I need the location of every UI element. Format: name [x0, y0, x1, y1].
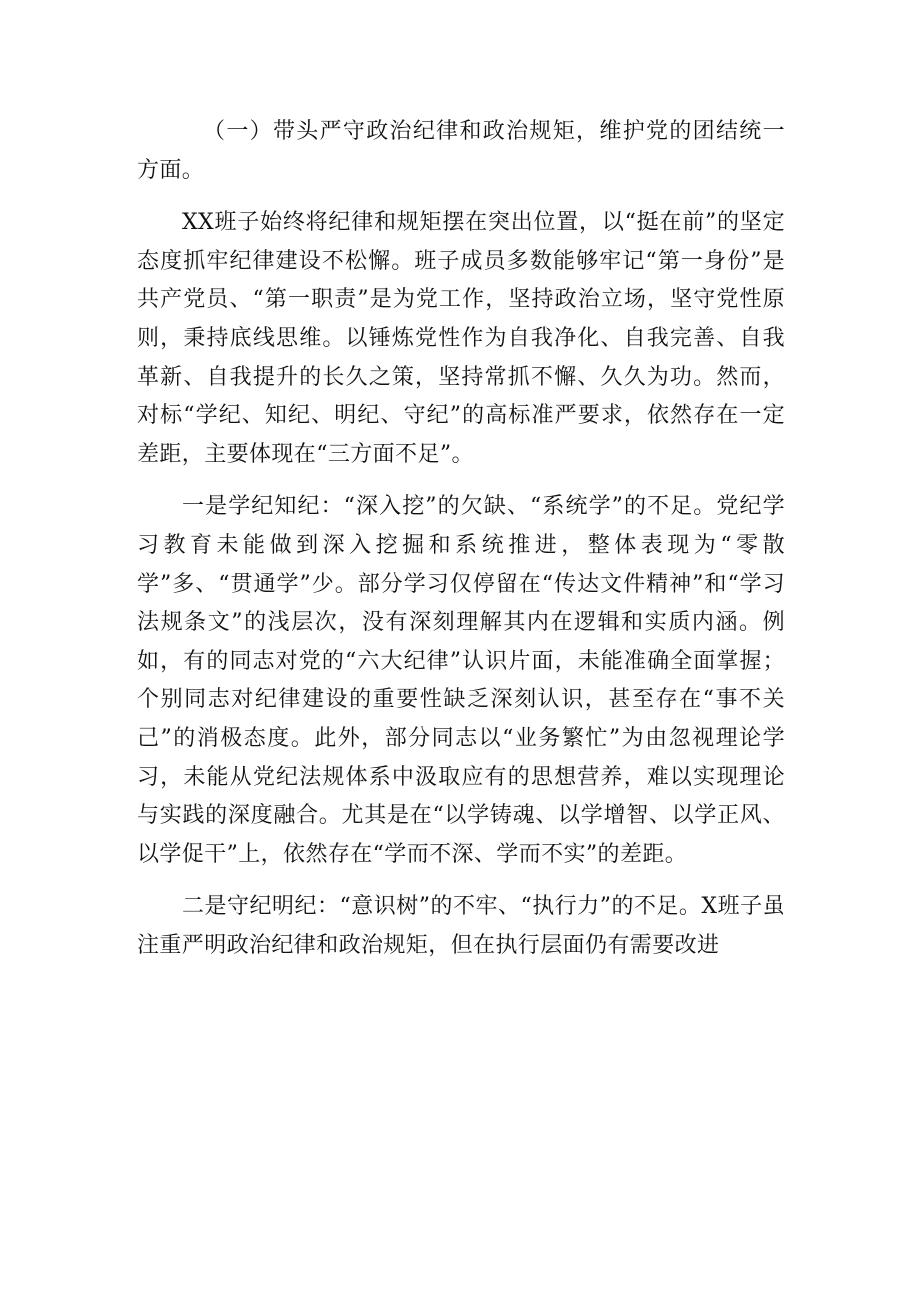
section-heading: （一）带头严守政治纪律和政治规矩，维护党的团结统一方面。 [137, 119, 785, 183]
paragraph-point-one: 一是学纪知纪：“深入挖”的欠缺、“系统学”的不足。党纪学习教育未能做到深入挖掘和系统推进，整体表现为“零散学”多、“贯通学”少。部分学习仅停留在“传达文件精神”和“学习法规条文”的浅层次，没有深刻理解其内在逻辑和实质内涵。例如，有的同志对党的“六大纪律”认识片面，未能准确全面掌握；个别同志对纪律建设的重要性缺乏深刻认识，甚至存在“事不关己”的消极态度。此外，部分同志以“业务繁忙”为由忽视理论学习，未能从党纪法规体系中汲取应有的思想营养，难以实现理论与实践的深度融合。尤其是在“以学铸魂、以学增智、以学正风、以学促干”上，依然存在“学而不深、学而不实”的差距。 [137, 494, 785, 867]
paragraph-point-two: 二是守纪明纪：“意识树”的不牢、“执行力”的不足。X班子虽注重严明政治纪律和政治规矩，但在执行层面仍有需要改进 [137, 894, 785, 958]
document-body [137, 113, 785, 965]
paragraph-intro: XX班子始终将纪律和规矩摆在突出位置，以“挺在前”的坚定态度抓牢纪律建设不松懈。班子成员多数能够牢记“第一身份”是共产党员、“第一职责”是为党工作，坚持政治立场，坚守党性原则，秉持底线思维。以锤炼党性作为自我净化、自我完善、自我革新、自我提升的长久之策，坚持常抓不懈、久久为功。然而，对标“学纪、知纪、明纪、守纪”的高标准严要求，依然存在一定差距，主要体现在“三方面不足”。 [137, 210, 785, 467]
